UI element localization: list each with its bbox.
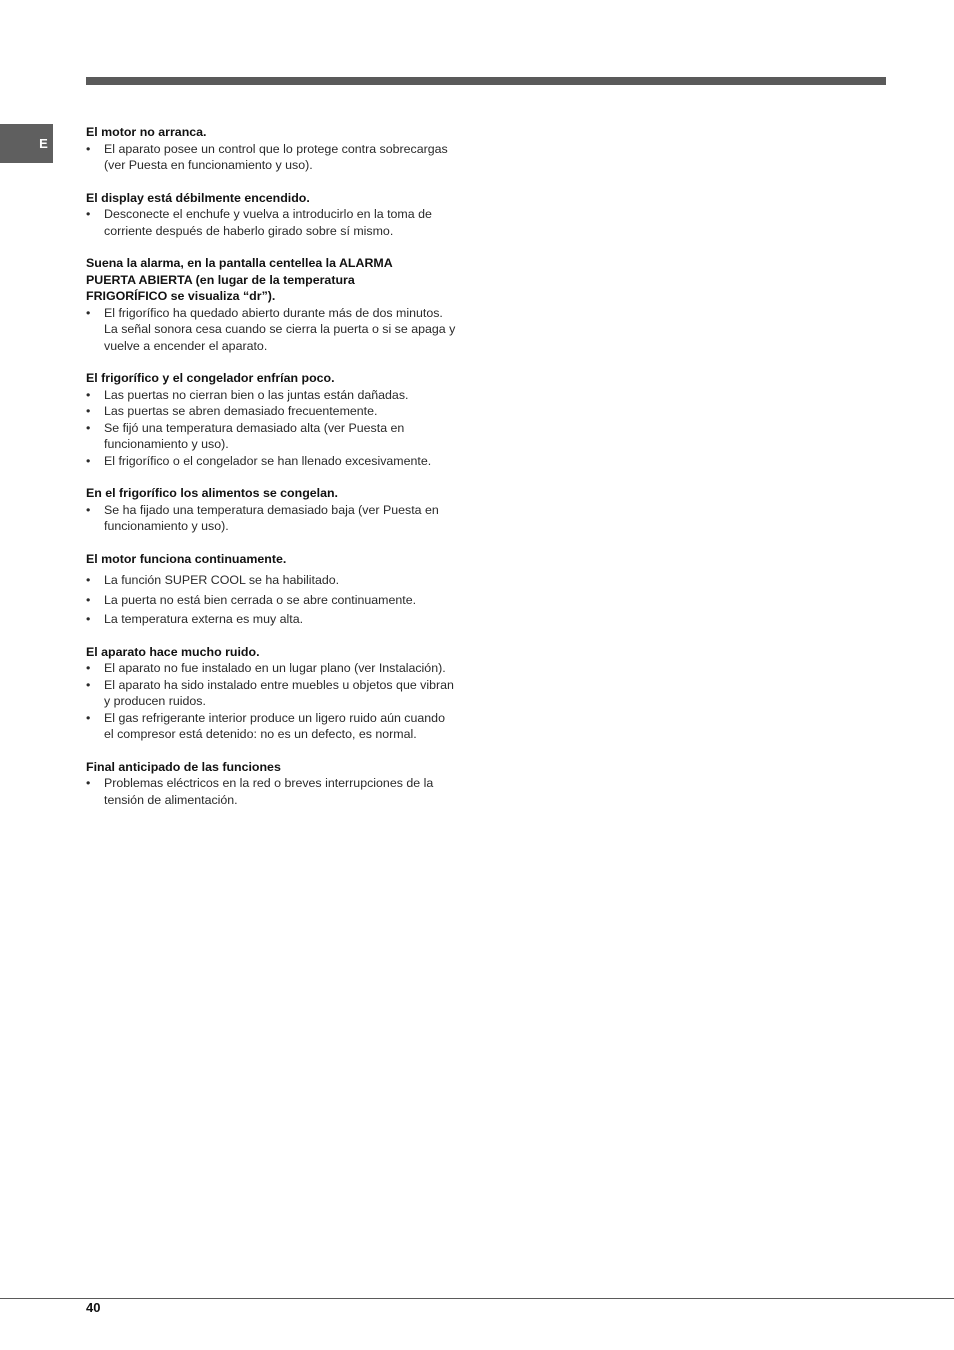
page-number: 40 [86, 1300, 101, 1315]
list-item [86, 206, 478, 239]
section-title: El frigorífico y el congelador enfrían poco. [86, 371, 335, 385]
section-noise [86, 644, 478, 743]
section-title: El display está débilmente encendido. [86, 190, 310, 205]
item-list [86, 572, 478, 628]
bullet-icon: • [86, 387, 91, 402]
list-item-text: Desconecte el enchufe y vuelva a introducirlo en la toma de corriente después de haberlo girado sobre sí mismo. [104, 207, 432, 238]
bullet-icon: • [86, 592, 91, 607]
list-item-text: La puerta no está bien cerrada o se abre continuamente. [104, 592, 417, 607]
list-item-text: Se ha fijado una temperatura demasiado baja (ver Puesta en funcionamiento y uso). [104, 502, 439, 533]
list-item-text: El frigorífico o el congelador se han llenado excesivamente. [104, 453, 432, 468]
bullet-icon: • [86, 710, 91, 725]
list-item-text: El aparato no fue instalado en un lugar plano (ver Instalación). [104, 661, 446, 675]
list-item-text: La temperatura externa es muy alta. [104, 612, 304, 626]
list-item-text: El aparato ha sido instalado entre muebles u objetos que vibran y producen ruidos. [104, 677, 454, 708]
item-list [86, 141, 478, 174]
bullet-icon: • [86, 612, 91, 626]
bullet-icon: • [86, 661, 91, 675]
language-tab-label: E [39, 136, 48, 151]
bullet-icon: • [86, 677, 91, 692]
bullet-icon: • [86, 305, 91, 320]
list-item [86, 611, 478, 628]
section-motor-continuous [86, 551, 478, 628]
footer-rule [0, 1298, 954, 1299]
list-item [86, 141, 478, 174]
bullet-icon: • [86, 141, 91, 156]
list-item [86, 710, 478, 743]
bullet-icon: • [86, 207, 91, 221]
list-item [86, 592, 478, 609]
bullet-icon: • [86, 502, 91, 517]
list-item-text: La función SUPER COOL se ha habilitado. [104, 573, 340, 587]
section-title: El motor funciona continuamente. [86, 551, 287, 566]
section-cooling-weak [86, 370, 478, 469]
list-item [86, 403, 478, 420]
list-item-text: Se fijó una temperatura demasiado alta (ver Puesta en funcionamiento y uso). [104, 420, 405, 451]
bullet-icon: • [86, 420, 91, 435]
item-list [86, 387, 478, 470]
list-item [86, 660, 478, 677]
list-item-text: El gas refrigerante interior produce un ligero ruido aún cuando el compresor está detenido: no es un defecto, es normal. [104, 710, 445, 741]
language-tab [0, 124, 53, 163]
list-item-text: Problemas eléctricos en la red o breves interrupciones de la tensión de alimentación. [104, 776, 434, 807]
list-item [86, 775, 478, 808]
list-item [86, 305, 478, 355]
troubleshooting-content [86, 124, 478, 824]
section-early-end [86, 759, 478, 809]
section-door-alarm [86, 255, 478, 354]
item-list [86, 305, 478, 355]
section-title: Suena la alarma, en la pantalla centellea la ALARMA PUERTA ABIERTA (en lugar de la temperatura FRIGORÍFICO se visualiza “dr”). [86, 256, 393, 303]
list-item-text: El frigorífico ha quedado abierto durante más de dos minutos. La señal sonora cesa cuando se cierra la puerta o si se apaga y vuelve a encender el aparato. [104, 305, 456, 353]
section-food-freezing [86, 485, 478, 535]
item-list [86, 206, 478, 239]
item-list [86, 775, 478, 808]
list-item [86, 453, 478, 470]
item-list [86, 660, 478, 743]
header-rule [86, 77, 886, 85]
section-title: El motor no arranca. [86, 125, 207, 139]
bullet-icon: • [86, 573, 91, 587]
item-list [86, 502, 478, 535]
bullet-icon: • [86, 453, 91, 468]
section-title: En el frigorífico los alimentos se congelan. [86, 486, 338, 500]
list-item [86, 572, 478, 589]
bullet-icon: • [86, 404, 91, 418]
section-title: El aparato hace mucho ruido. [86, 644, 260, 659]
list-item-text: El aparato posee un control que lo protege contra sobrecargas (ver Puesta en funcionamiento y uso). [104, 141, 448, 172]
list-item [86, 420, 478, 453]
list-item [86, 502, 478, 535]
list-item-text: Las puertas se abren demasiado frecuentemente. [104, 404, 378, 418]
list-item-text: Las puertas no cierran bien o las juntas están dañadas. [104, 387, 409, 402]
section-display-dim [86, 190, 478, 240]
section-motor-no-start [86, 124, 478, 174]
list-item [86, 387, 478, 404]
list-item [86, 677, 478, 710]
section-title: Final anticipado de las funciones [86, 759, 281, 774]
bullet-icon: • [86, 776, 91, 790]
